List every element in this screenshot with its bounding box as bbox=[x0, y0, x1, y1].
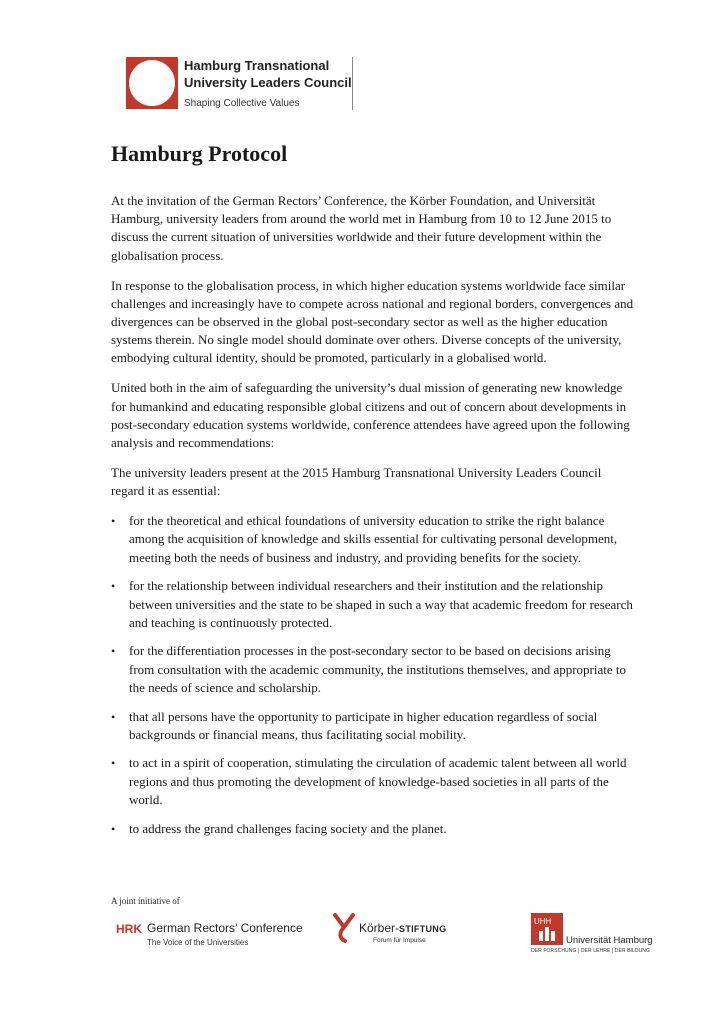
bullet-icon: • bbox=[111, 821, 116, 836]
list-item: • for the relationship between individual researchers and their institution and the relationship between universities and the state to be shaped in such a way that academic freedom for research and teaching is continuously protected. bbox=[111, 578, 633, 630]
svg-text:UHH: UHH bbox=[534, 917, 552, 926]
list-item: • to address the grand challenges facing society and the planet. bbox=[111, 820, 636, 838]
joint-initiative-label: A joint initiative of bbox=[111, 896, 180, 906]
koerber-name: Körber-STIFTUNG bbox=[359, 921, 447, 935]
list-item: • for the theoretical and ethical foundations of university education to strike the right balance among the acquisition of knowledge and skills essential for cultivating personal development, meeting both the needs of business and industry, and providing benefits for the society. bbox=[111, 513, 618, 565]
koerber-subtitle: Forum für Impulse bbox=[373, 937, 426, 944]
list-item: • to act in a spirit of cooperation, stimulating the circulation of academic talent between all world regions and thus promoting the development of knowledge-based societies in all parts of the world. bbox=[111, 755, 627, 807]
intro-paragraph: At the invitation of the German Rectors’ Conference, the Körber Foundation, and Universität Hamburg, university leaders from around the world met in Hamburg from 10 to 12 June 2015 to discuss the current situation of universities worldwide and their future development within the globalisation process. bbox=[111, 193, 612, 263]
koerber-logo bbox=[333, 913, 463, 947]
bullet-icon: • bbox=[111, 514, 116, 529]
logo-title: Hamburg Transnational University Leaders Council bbox=[184, 58, 352, 90]
bullet-icon: • bbox=[111, 756, 116, 771]
essential-paragraph: The university leaders present at the 2015 Hamburg Transnational University Leaders Council regard it as essential: bbox=[111, 465, 602, 499]
recommendations-list bbox=[111, 512, 636, 838]
hutlc-logo bbox=[126, 57, 358, 113]
hrk-logo bbox=[116, 920, 303, 952]
bullet-icon: • bbox=[111, 579, 116, 594]
logo-tagline: Shaping Collective Values bbox=[184, 98, 300, 109]
uhh-subtitle: DER FORSCHUNG | DER LEHRE | DER BILDUNG bbox=[531, 948, 651, 954]
logo-divider bbox=[352, 57, 353, 110]
koerber-mark-icon bbox=[333, 913, 355, 943]
page-title: Hamburg Protocol bbox=[111, 141, 288, 166]
mission-paragraph: United both in the aim of safeguarding the university’s dual mission of generating new knowledge for humankind and educating responsible global citizens and out of concern about developments in post-secondary education systems worldwide, conference attendees have agreed upon the following analysis and recommendations: bbox=[111, 380, 630, 451]
document-body bbox=[111, 192, 636, 848]
uhh-name: Universität Hamburg bbox=[566, 935, 653, 946]
globalisation-paragraph: In response to the globalisation process, in which higher education systems worldwide face similar challenges and increasingly have to compete across national and regional borders, convergences and divergences can be observed in the global post-secondary sector as well as the higher education systems therein. No single model should dominate over others. Diverse concepts of the university, embodying cultural identity, should be promoted, particularly in a globalised world. bbox=[111, 277, 634, 366]
list-item: • for the differentiation processes in the post-secondary sector to be based on decisions arising from consultation with the academic community, the institutions themselves, and appropriate to the needs of science and scholarship. bbox=[111, 643, 627, 695]
uhh-mark-icon bbox=[531, 913, 563, 945]
bullet-icon: • bbox=[111, 644, 116, 659]
hrk-name: German Rectors’ Conference bbox=[147, 921, 303, 935]
list-item: • that all persons have the opportunity to participate in higher education regardless of social backgrounds or financial means, thus facilitating social mobility. bbox=[111, 708, 598, 742]
uhh-logo bbox=[531, 913, 656, 957]
hrk-mark-icon: HRK bbox=[116, 922, 142, 936]
hutlc-logo-mark-icon bbox=[126, 57, 178, 109]
hrk-subtitle: The Voice of the Universities bbox=[147, 938, 249, 947]
bullet-icon: • bbox=[111, 709, 116, 724]
